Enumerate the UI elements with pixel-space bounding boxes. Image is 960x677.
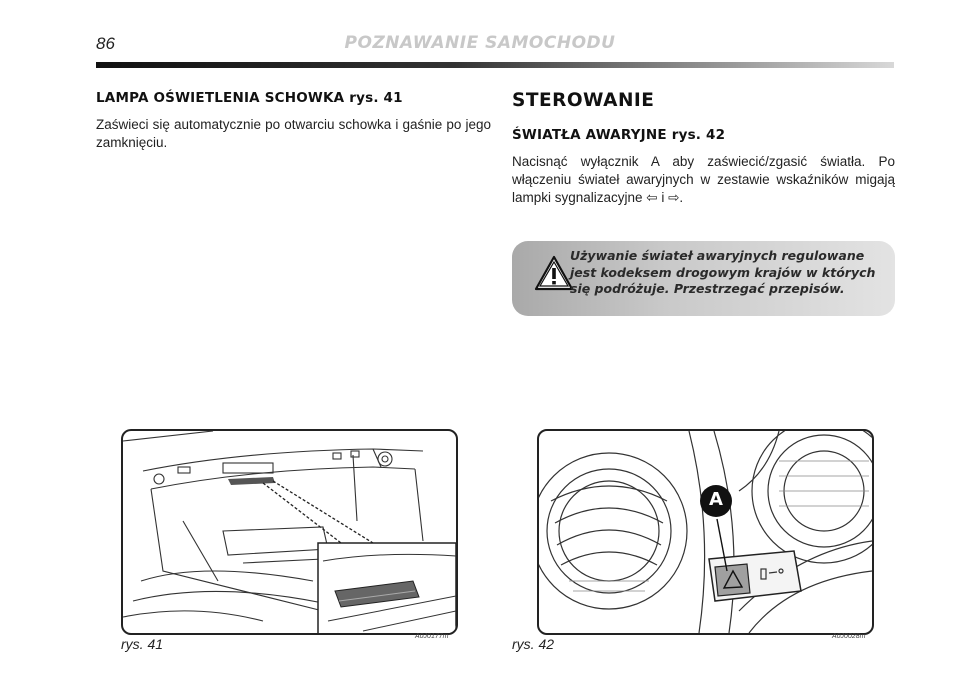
warning-box	[512, 241, 895, 316]
figure-41-illustration	[121, 429, 458, 635]
callout-a-label: A	[709, 489, 723, 510]
glovebox-drawing	[123, 431, 456, 633]
warning-triangle-icon	[534, 255, 574, 291]
figure-42-illustration	[537, 429, 874, 635]
hazard-lights-text: Nacisnąć wyłącznik A aby zaświecić/zgasić światła. Po włączeniu świateł awaryjnych w zestawie wskaźników migają lampki sygnalizacyjne ⇦ i ⇨.	[512, 154, 895, 205]
figure-41-code: A0J0177m	[415, 633, 449, 640]
figure-42-caption: rys. 42	[512, 636, 555, 652]
left-column	[96, 90, 491, 152]
right-column	[512, 90, 895, 207]
figure-41-caption: rys. 41	[121, 636, 164, 652]
glovebox-lamp-text: Zaświeci się automatycznie po otwarciu schowka i gaśnie po jego zamknięciu.	[96, 117, 491, 150]
page-number: 86	[96, 34, 115, 53]
hazard-lights-heading: ŚWIATŁA AWARYJNE rys. 42	[512, 127, 726, 143]
header-rule	[96, 62, 894, 68]
section-title: POZNAWANIE SAMOCHODU	[344, 33, 616, 53]
hazard-switch-button	[715, 564, 750, 596]
glovebox-lamp-heading: LAMPA OŚWIETLENIA SCHOWKA rys. 41	[96, 90, 403, 106]
dashboard-vents-drawing	[539, 431, 872, 633]
controls-heading: STEROWANIE	[512, 90, 655, 111]
warning-text: Używanie świateł awaryjnych regulowane jest kodeksem drogowym krajów w których się podróżuje. Przestrzegać przepisów.	[570, 248, 876, 296]
figure-42-code: A0J0028m	[832, 633, 866, 640]
